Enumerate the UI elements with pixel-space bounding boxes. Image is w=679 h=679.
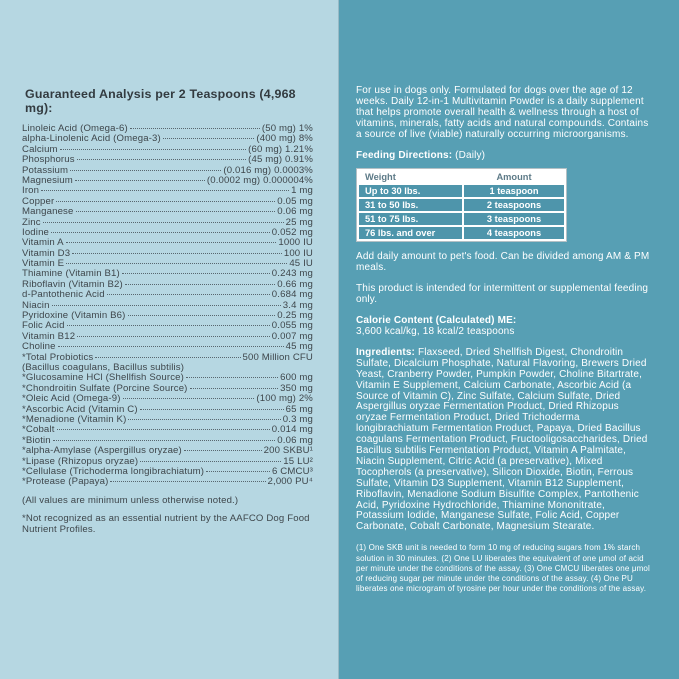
nutrient-value: 1000 IU [278, 237, 313, 249]
dot-leader [41, 190, 289, 191]
nutrient-value: 500 Million CFU [242, 351, 313, 363]
nutrient-value: (50 mg) 1% [261, 123, 313, 134]
nutrient-value: 0.007 mg [271, 330, 313, 342]
calorie-content-heading: Calorie Content (Calculated) ME: [356, 315, 517, 327]
analysis-row [22, 218, 313, 228]
feeding-table-cell: 2 teaspoons [464, 199, 564, 211]
nutrient-value: (0.016 mg) 0.0003% [223, 164, 313, 176]
nutrient-label: Folic Acid [22, 320, 65, 332]
dot-leader [53, 440, 275, 441]
nutrient-label: Pyridoxine (Vitamin B6) [22, 310, 126, 322]
feeding-table-cell: 76 lbs. and over [359, 227, 462, 239]
nutrient-label: *alpha-Amylase (Aspergillus oryzae) [22, 445, 182, 457]
feeding-table-cell: Up to 30 lbs. [359, 185, 462, 197]
nutrient-value: 200 SKBU¹ [263, 445, 313, 457]
ingredients-paragraph [356, 348, 650, 533]
feeding-table-header-cell: Amount [464, 171, 564, 183]
nutrient-value: 0.055 mg [271, 320, 313, 332]
nutrient-value: 45 IU [289, 258, 313, 270]
nutrient-value: 1 mg [291, 185, 313, 197]
dot-leader [123, 398, 255, 399]
nutrient-value: 600 mg [280, 372, 313, 384]
ingredients-label: Ingredients: [356, 346, 416, 358]
nutrient-label: *Glucosamine HCl (Shellfish Source) [22, 372, 185, 384]
nutrient-label: Vitamin E [22, 258, 65, 270]
nutrient-value: 0.052 mg [271, 226, 313, 238]
directions-panel [339, 0, 679, 679]
nutrient-value: 6 CMCU³ [271, 465, 313, 477]
nutrient-label: (Bacillus coagulans, Bacillus subtilis) [22, 361, 185, 373]
nutrient-value: (60 mg) 1.21% [248, 143, 313, 155]
dot-leader [56, 201, 275, 202]
unit-footnotes: (1) One SKB unit is needed to form 10 mg of reducing sugars from 1% starch solution in 30 minutes. (2) One LU liberates the equivalent of one μmol of acid per minute under the conditions of the assay. (3) One CMCU liberates one μmol of reducing sugar per minute under the conditions of the assay. (4) One PU liberates one microgram of tyrosine per hour under the conditions of the assay. [356, 543, 650, 594]
nutrient-label: Thiamine (Vitamin B1) [22, 268, 120, 280]
feeding-table-row [359, 199, 564, 211]
nutrient-label: Niacin [22, 299, 50, 311]
nutrient-label: *Total Probiotics [22, 351, 94, 363]
add-daily-text: Add daily amount to pet's food. Can be divided among AM & PM meals. [356, 251, 650, 274]
dot-leader [43, 222, 284, 223]
feeding-table-cell: 31 to 50 lbs. [359, 199, 462, 211]
nutrient-value: 350 mg [280, 382, 313, 394]
analysis-row [22, 415, 313, 425]
dot-leader [58, 346, 284, 347]
feeding-directions-suffix: (Daily) [452, 149, 486, 161]
feeding-directions-heading [356, 151, 650, 162]
feeding-table-cell: 51 to 75 lbs. [359, 213, 462, 225]
dot-leader [75, 180, 205, 181]
analysis-row [22, 290, 313, 300]
feeding-table-header-cell: Weight [359, 171, 462, 183]
analysis-row [22, 176, 313, 186]
nutrient-label: Manganese [22, 206, 74, 218]
intro-text: For use in dogs only. Formulated for dogs over the age of 12 weeks. Daily 12-in-1 Multivitamin Powder is a daily supplement that helps promote overall health & wellness through a host of vitamins, minerals, fatty acids and natural compounds. Contains a source of live (viable) naturally occurring microorganisms. [356, 85, 649, 140]
nutrient-label: *Chondroitin Sulfate (Porcine Source) [22, 382, 188, 394]
nutrient-value: 0.684 mg [271, 289, 313, 301]
intermittent-feeding-text: This product is intended for intermittent or supplemental feeding only. [356, 283, 649, 306]
dot-leader [51, 232, 270, 233]
dot-leader [130, 128, 260, 129]
nutrient-label: *Biotin [22, 434, 51, 446]
analysis-row [22, 186, 313, 196]
nutrient-label: Phosphorus [22, 154, 75, 166]
dot-leader [125, 284, 275, 285]
nutrient-value: 100 IU [283, 247, 313, 259]
nutrient-value: 3.4 mg [282, 299, 313, 311]
nutrient-label: Iron [22, 185, 40, 197]
dot-leader [140, 461, 281, 462]
dot-leader [72, 253, 282, 254]
dot-leader [128, 419, 280, 420]
feeding-table-row [359, 185, 564, 197]
analysis-row [22, 425, 313, 435]
aafco-note: *Not recognized as an essential nutrient by the AAFCO Dog Food Nutrient Profiles. [22, 512, 310, 535]
nutrient-value: 25 mg [285, 216, 313, 228]
nutrient-value: (400 mg) 8% [256, 133, 313, 145]
dot-leader [95, 357, 240, 358]
nutrient-label: Vitamin B12 [22, 330, 76, 342]
dot-leader [77, 336, 270, 337]
ingredients-list: Flaxseed, Dried Shellfish Digest, Chondroitin Sulfate, Dicalcium Phosphate, Natural Flavoring, Brewers Dried Yeast, Cranberry Powder, Pumpkin Powder, Choline Bitartrate, Vitamin E Supplement, Calcium Carbonate, Ascorbic Acid (a Source of Vitamin C), Zinc Sulfate, Calcium Sulfate, Dried Aspergillus oryzae Fermentation Product, Dried Rhizopus oryzae Fermentation Product, Dried Trichoderma longibrachiatum Fermentation Product, Papaya, Dried Bacillus coagulans Fermentation Product, Fructooligosaccharides, Dried Bacillus subtilis Fermentation Product, Vitamin A Palmitate, Niacin Supplement, Citric Acid (a preservative), Mixed Tocopherols (a preservative), Silicon Dioxide, Biotin, Ferrous Sulfate, Vitamin D3 Supplement, Vitamin B12 Supplement, Riboflavin, Menadione Sodium Bisulfite Complex, Pantothenic Acid, Pyridoxine Hydrochloride, Thiamine Mononitrate, Potassium Iodide, Manganese Sulfate, Folic Acid, Copper Carbonate, Cobalt Carbonate, Magnesium Stearate. [356, 346, 648, 533]
nutrient-label: *Protease (Papaya) [22, 476, 109, 488]
nutrient-value: 0.3 mg [282, 413, 313, 425]
feeding-table [356, 168, 567, 242]
nutrient-value: (45 mg) 0.91% [248, 154, 313, 166]
dot-leader [77, 159, 246, 160]
feeding-table-header-row [359, 171, 564, 183]
dot-leader [190, 388, 279, 389]
analysis-row [22, 249, 313, 259]
feeding-table-cell: 4 teaspoons [464, 227, 564, 239]
nutrient-value: 0.06 mg [277, 434, 313, 446]
nutrient-value: 15 LU² [283, 455, 313, 467]
feeding-table-cell: 1 teaspoon [464, 185, 564, 197]
nutrient-value: 45 mg [285, 341, 313, 353]
analysis-row [22, 155, 313, 165]
dot-leader [66, 242, 277, 243]
nutrient-label: alpha-Linolenic Acid (Omega-3) [22, 133, 161, 145]
dot-leader [184, 450, 262, 451]
nutrient-label: Potassium [22, 164, 69, 176]
dot-leader [140, 409, 284, 410]
dot-leader [128, 315, 276, 316]
nutrient-label: Calcium [22, 143, 58, 155]
nutrient-value: (100 mg) 2% [256, 393, 313, 405]
feeding-directions-label: Feeding Directions: [356, 149, 453, 161]
nutrient-label: Linoleic Acid (Omega-6) [22, 123, 128, 134]
nutrient-label: *Lipase (Rhizopus oryzae) [22, 455, 139, 467]
nutrient-label: Vitamin A [22, 237, 64, 249]
dot-leader [67, 325, 270, 326]
dot-leader [163, 138, 255, 139]
dot-leader [110, 481, 265, 482]
analysis-row [22, 477, 313, 487]
nutrient-value: 0.05 mg [277, 195, 313, 207]
nutrient-label: d-Pantothenic Acid [22, 289, 105, 301]
guaranteed-analysis-title: Guaranteed Analysis per 2 Teaspoons (4,968 mg): [25, 87, 296, 115]
guaranteed-analysis-panel [0, 0, 339, 679]
dot-leader [52, 305, 281, 306]
dot-leader [206, 471, 270, 472]
nutrient-value: 2,000 PU⁴ [267, 476, 313, 488]
analysis-row [22, 332, 313, 342]
nutrient-label: *Cellulase (Trichoderma longibrachiatum) [22, 465, 205, 477]
nutrient-label: Copper [22, 195, 55, 207]
guaranteed-analysis-list [22, 124, 313, 488]
nutrient-label: Magnesium [22, 174, 73, 186]
minimum-values-note: (All values are minimum unless otherwise noted.) [22, 494, 239, 506]
nutrient-label: Choline [22, 341, 56, 353]
nutrient-value: 0.014 mg [271, 424, 313, 436]
nutrient-label: *Menadione (Vitamin K) [22, 413, 127, 425]
feeding-table-row [359, 227, 564, 239]
analysis-row [22, 311, 313, 321]
nutrient-value: 0.66 mg [277, 278, 313, 290]
nutrient-value: 0.25 mg [277, 310, 313, 322]
nutrient-value: 0.243 mg [271, 268, 313, 280]
dot-leader [57, 429, 270, 430]
nutrient-label: *Cobalt [22, 424, 55, 436]
dot-leader [76, 211, 276, 212]
analysis-row [22, 207, 313, 217]
analysis-row [22, 394, 313, 404]
nutrient-label: Riboflavin (Vitamin B2) [22, 278, 123, 290]
feeding-table-cell: 3 teaspoons [464, 213, 564, 225]
dot-leader [107, 294, 270, 295]
calorie-content-value: 3,600 kcal/kg, 18 kcal/2 teaspoons [356, 325, 515, 337]
dot-leader [122, 273, 270, 274]
nutrient-label: Vitamin D3 [22, 247, 71, 259]
nutrient-label: *Oleic Acid (Omega-9) [22, 393, 121, 405]
nutrient-value: 65 mg [285, 403, 313, 415]
dot-leader [66, 263, 287, 264]
nutrient-label: Iodine [22, 226, 50, 238]
dot-leader [60, 149, 246, 150]
analysis-row [22, 446, 313, 456]
feeding-table-row [359, 213, 564, 225]
dot-leader [70, 170, 221, 171]
dot-leader [186, 377, 278, 378]
analysis-row [22, 228, 313, 238]
nutrient-value: (0.0002 mg) 0.000004% [206, 174, 313, 186]
nutrient-label: *Ascorbic Acid (Vitamin C) [22, 403, 138, 415]
nutrient-label: Zinc [22, 216, 41, 228]
nutrient-value: 0.06 mg [277, 206, 313, 218]
